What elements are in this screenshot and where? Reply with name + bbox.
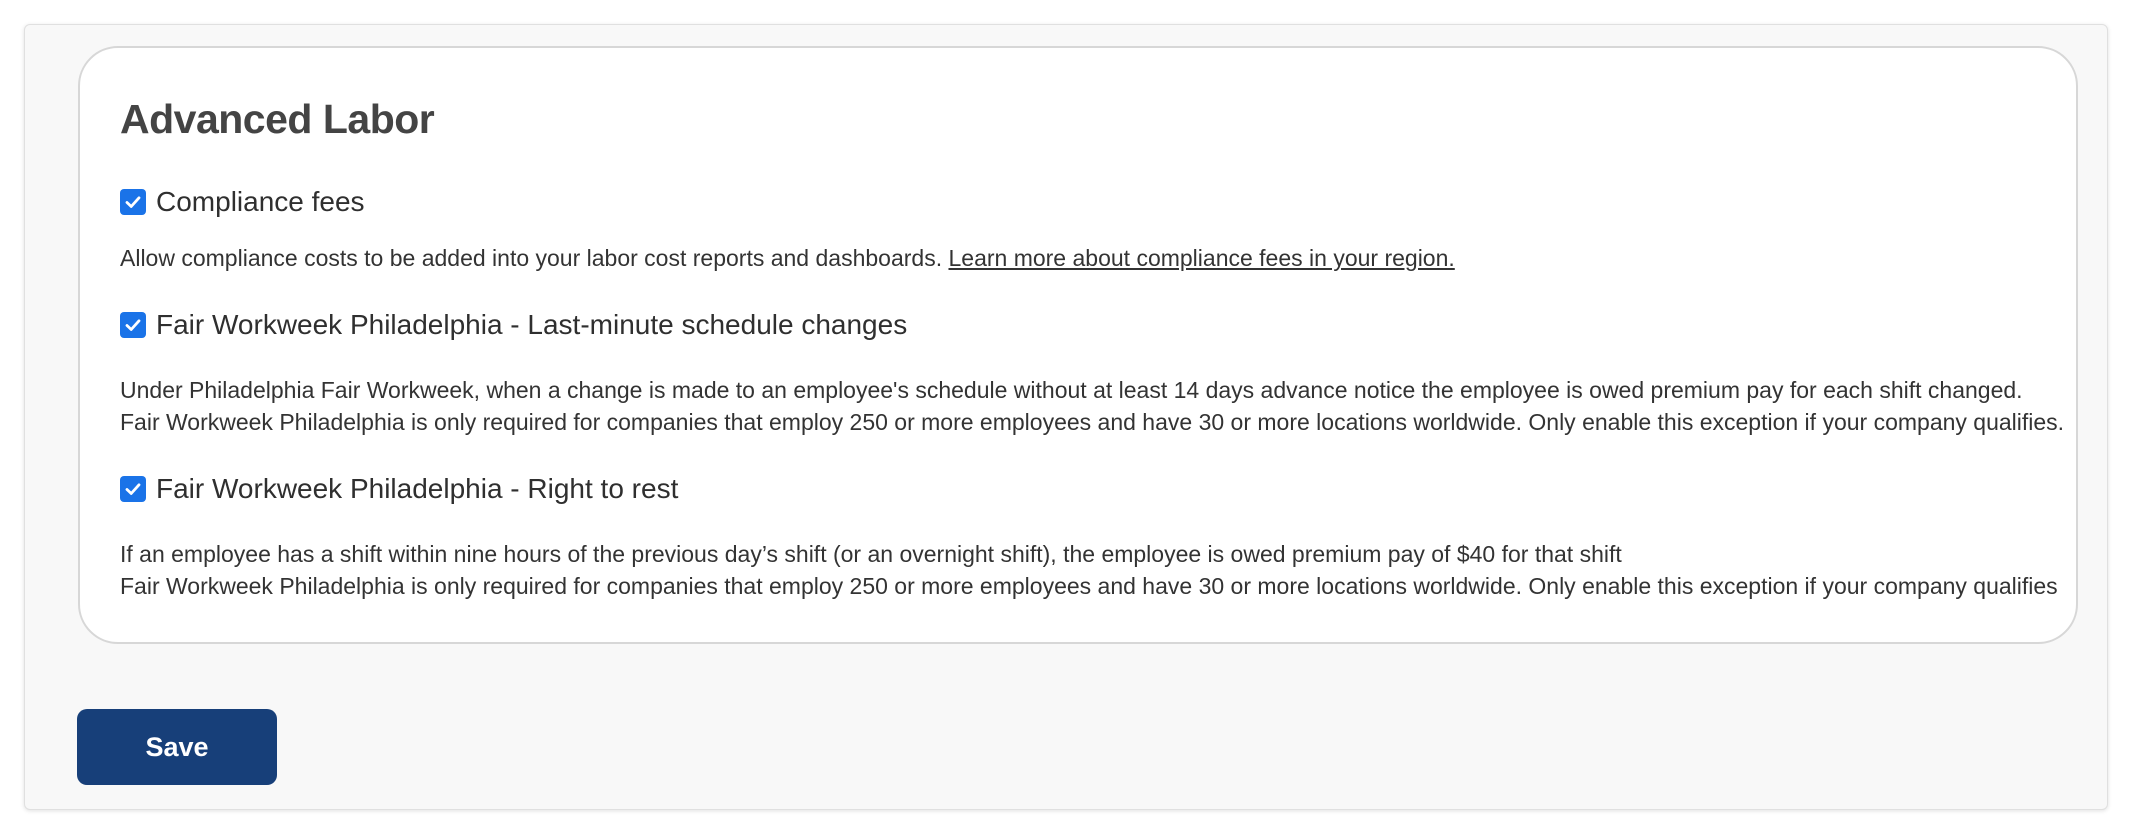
right-to-rest-checkbox[interactable] xyxy=(120,476,146,502)
last-minute-changes-option xyxy=(120,309,907,341)
advanced-labor-card xyxy=(78,46,2078,644)
compliance-fees-description xyxy=(120,242,1455,274)
last-minute-changes-description-line2: Fair Workweek Philadelphia is only required for companies that employ 250 or more employees and have 30 or more locations worldwide. Only enable this exception if your company qualifies. xyxy=(120,409,2065,435)
compliance-fees-checkbox[interactable] xyxy=(120,189,146,215)
settings-panel xyxy=(24,24,2108,810)
learn-more-compliance-link[interactable]: Learn more about compliance fees in your region. xyxy=(948,245,1455,271)
last-minute-changes-checkbox[interactable] xyxy=(120,312,146,338)
checkmark-icon xyxy=(123,192,143,212)
compliance-fees-description-text: Allow compliance costs to be added into your labor cost reports and dashboards. xyxy=(120,245,943,271)
save-button[interactable]: Save xyxy=(77,709,277,785)
checkmark-icon xyxy=(123,315,143,335)
compliance-fees-label: Compliance fees xyxy=(156,186,365,217)
compliance-fees-option xyxy=(120,186,365,218)
last-minute-changes-label: Fair Workweek Philadelphia - Last-minute schedule changes xyxy=(156,309,908,340)
right-to-rest-option xyxy=(120,473,678,505)
right-to-rest-description-line1: If an employee has a shift within nine hours of the previous day’s shift (or an overnight shift), the employee is owed premium pay of $40 for that shift xyxy=(120,541,1622,567)
section-title: Advanced Labor xyxy=(120,96,435,142)
right-to-rest-label: Fair Workweek Philadelphia - Right to rest xyxy=(156,473,679,504)
last-minute-changes-description-line1: Under Philadelphia Fair Workweek, when a change is made to an employee's schedule without at least 14 days advance notice the employee is owed premium pay for each shift changed. xyxy=(120,377,2023,403)
right-to-rest-description-line2: Fair Workweek Philadelphia is only required for companies that employ 250 or more employees and have 30 or more locations worldwide. Only enable this exception if your company qualifies xyxy=(120,573,2058,599)
checkmark-icon xyxy=(123,479,143,499)
